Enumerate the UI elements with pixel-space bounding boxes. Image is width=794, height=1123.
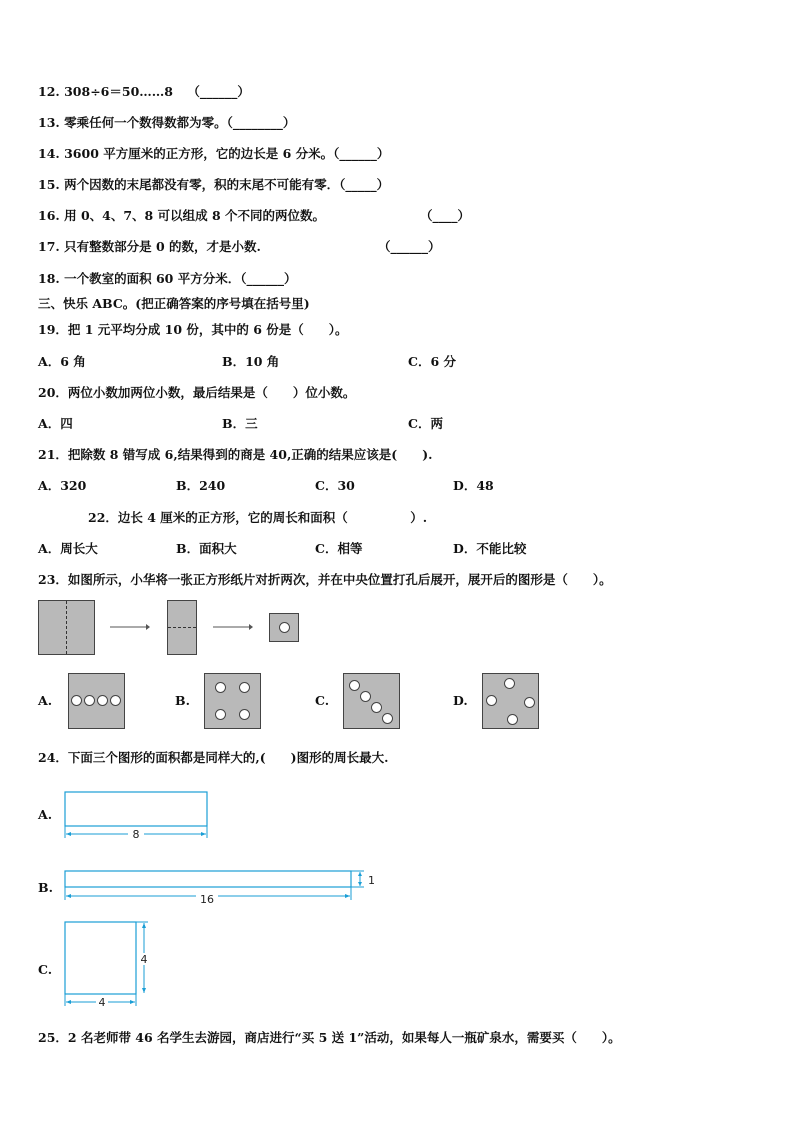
q18-text: 一个教室的面积 60 平方分米． bbox=[64, 271, 241, 286]
q13-text: 零乘任何一个数得数都为零。 bbox=[64, 115, 227, 130]
q13-num: 13. bbox=[38, 115, 60, 130]
q22-option-c[interactable]: C．相等 bbox=[315, 541, 363, 556]
folded-once-figure bbox=[167, 600, 197, 655]
folded-twice-punched-figure bbox=[269, 613, 299, 642]
q20-option-a[interactable]: A．四 bbox=[38, 416, 73, 431]
q24-option-a[interactable]: A. bbox=[38, 807, 53, 822]
q18 bbox=[38, 271, 296, 287]
q16-num: 16. bbox=[38, 208, 60, 223]
hole bbox=[360, 691, 371, 702]
q24-b-width-label: 1 bbox=[368, 874, 375, 887]
q21-option-a[interactable]: A．320 bbox=[38, 478, 87, 493]
q14-text: 3600 平方厘米的正方形，它的边长是 6 分米。 bbox=[64, 146, 334, 161]
q14 bbox=[38, 146, 389, 162]
q17-answer-blank[interactable]: （______） bbox=[378, 239, 441, 254]
arrow-icon bbox=[110, 622, 150, 632]
q24-option-c[interactable]: C. bbox=[38, 962, 53, 977]
q24-c-height-label: 4 bbox=[140, 953, 148, 966]
q15-answer-blank[interactable]: （_____） bbox=[339, 177, 390, 192]
q12-text: 308÷6＝50……8 bbox=[64, 84, 173, 99]
q19-option-c[interactable]: C．6 分 bbox=[408, 354, 456, 369]
q25-stem: 25．2 名老师带 46 名学生去游园，商店进行“买 5 送 1”活动，如果每人一瓶矿泉水，需要买（ ）。 bbox=[38, 1030, 621, 1045]
section-3-heading: 三、快乐 ABC。(把正确答案的序号填在括号里) bbox=[38, 296, 310, 311]
q23-option-a[interactable]: A. bbox=[38, 693, 53, 708]
q24-c-width-label: 4 bbox=[98, 996, 106, 1009]
q19-option-b[interactable]: B．10 角 bbox=[222, 354, 280, 369]
q17 bbox=[38, 239, 261, 255]
hole bbox=[239, 682, 250, 693]
q14-num: 14. bbox=[38, 146, 60, 161]
q23-option-a-figure[interactable] bbox=[68, 673, 125, 729]
hole bbox=[239, 709, 250, 720]
hole bbox=[97, 695, 108, 706]
hole bbox=[349, 680, 360, 691]
q23-option-c[interactable]: C. bbox=[315, 693, 330, 708]
q22-option-d[interactable]: D．不能比较 bbox=[453, 541, 527, 556]
q24-stem: 24．下面三个图形的面积都是同样大的,( )图形的周长最大. bbox=[38, 750, 389, 765]
q18-num: 18. bbox=[38, 271, 60, 286]
q12-num: 12. bbox=[38, 84, 60, 99]
hole bbox=[382, 713, 393, 724]
q15 bbox=[38, 177, 389, 193]
q19-option-a[interactable]: A．6 角 bbox=[38, 354, 86, 369]
q23-stem: 23．如图所示，小华将一张正方形纸片对折两次，并在中央位置打孔后展开，展开后的图形是（ ）。 bbox=[38, 572, 612, 587]
q21-option-b[interactable]: B．240 bbox=[176, 478, 226, 493]
hole bbox=[507, 714, 518, 725]
q12 bbox=[38, 84, 250, 100]
q20-stem: 20．两位小数加两位小数，最后结果是（ ）位小数。 bbox=[38, 385, 356, 400]
q22-stem: 22．边长 4 厘米的正方形，它的周长和面积（ ）. bbox=[88, 510, 428, 525]
q17-num: 17. bbox=[38, 239, 60, 254]
q21-option-c[interactable]: C．30 bbox=[315, 478, 355, 493]
q19-stem: 19．把 1 元平均分成 10 份，其中的 6 份是（ ）。 bbox=[38, 322, 348, 337]
q16-answer-blank[interactable]: （____） bbox=[420, 208, 471, 223]
hole bbox=[504, 678, 515, 689]
q13-answer-blank[interactable]: （________） bbox=[226, 115, 296, 130]
q23-option-b-figure[interactable] bbox=[204, 673, 261, 729]
q21-stem: 21．把除数 8 错写成 6,结果得到的商是 40,正确的结果应该是( ). bbox=[38, 447, 433, 462]
q15-text: 两个因数的末尾都没有零，积的末尾不可能有零． bbox=[64, 177, 340, 192]
hole bbox=[524, 697, 535, 708]
q22-option-b[interactable]: B．面积大 bbox=[176, 541, 237, 556]
q16-text: 用 0、4、7、8 可以组成 8 个不同的两位数。 bbox=[64, 208, 326, 223]
hole bbox=[110, 695, 121, 706]
q18-answer-blank[interactable]: （______） bbox=[240, 271, 297, 286]
arrow-icon bbox=[213, 622, 253, 632]
hole bbox=[84, 695, 95, 706]
q24-figure-b[interactable] bbox=[60, 868, 380, 908]
q13 bbox=[38, 115, 295, 131]
square-paper-figure bbox=[38, 600, 95, 655]
hole bbox=[215, 709, 226, 720]
q20-option-c[interactable]: C．两 bbox=[408, 416, 443, 431]
fold-line bbox=[66, 601, 67, 654]
q17-text: 只有整数部分是 0 的数，才是小数. bbox=[64, 239, 261, 254]
q15-num: 15. bbox=[38, 177, 60, 192]
q16 bbox=[38, 208, 325, 224]
q23-option-b[interactable]: B. bbox=[175, 693, 190, 708]
q22-option-a[interactable]: A．周长大 bbox=[38, 541, 98, 556]
q24-option-b[interactable]: B. bbox=[38, 880, 53, 895]
q20-option-b[interactable]: B．三 bbox=[222, 416, 258, 431]
hole bbox=[279, 622, 290, 633]
q14-answer-blank[interactable]: （______） bbox=[333, 146, 390, 161]
q24-a-length-label: 8 bbox=[132, 828, 140, 841]
q23-option-d-figure[interactable] bbox=[482, 673, 539, 729]
q21-option-d[interactable]: D．48 bbox=[453, 478, 494, 493]
hole bbox=[371, 702, 382, 713]
q24-figure-a[interactable] bbox=[60, 790, 215, 845]
hole bbox=[486, 695, 497, 706]
q12-answer-blank[interactable]: （______） bbox=[187, 84, 250, 99]
hole bbox=[71, 695, 82, 706]
q24-b-length-label: 16 bbox=[200, 893, 214, 906]
q24-figure-c[interactable] bbox=[60, 918, 160, 1010]
q23-option-c-figure[interactable] bbox=[343, 673, 400, 729]
q23-option-d[interactable]: D. bbox=[453, 693, 468, 708]
hole bbox=[215, 682, 226, 693]
fold-line bbox=[168, 627, 196, 628]
